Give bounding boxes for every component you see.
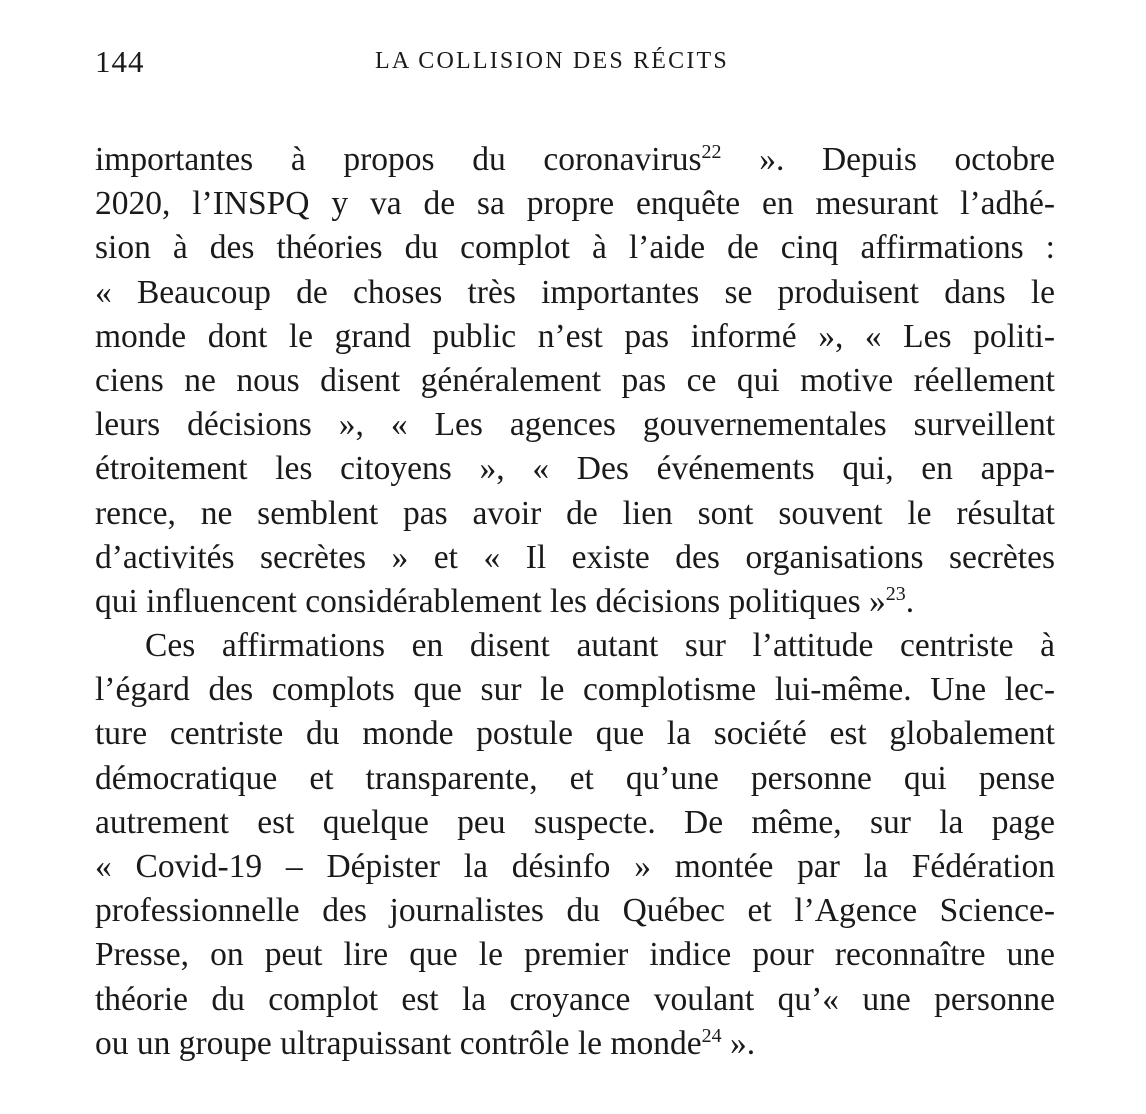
line-text: Ces affirmations en disent autant sur l’attitude centriste à — [145, 627, 1055, 665]
line-text: leurs décisions », « Les agences gouvernementales surveillent — [95, 406, 1055, 444]
line-text: qui influencent considérablement les décisions politiques » — [95, 582, 886, 620]
text-line-content — [95, 403, 1055, 447]
line-text-tail: ». — [721, 1024, 756, 1062]
text-line — [95, 536, 1055, 580]
page-header — [95, 44, 1055, 84]
line-text: étroitement les citoyens », « Des événements qui, en appa- — [95, 450, 1055, 488]
line-text: l’égard des complots que sur le complotisme lui-même. Une lec- — [95, 671, 1055, 709]
text-line-content — [95, 536, 1055, 580]
text-line — [95, 712, 1055, 756]
text-line — [95, 226, 1055, 270]
text-line-content — [95, 712, 1055, 756]
line-text: « Covid-19 – Dépister la désinfo » montée par la Fédération — [95, 848, 1055, 885]
line-text: ciens ne nous disent généralement pas ce qui motive réellement — [95, 361, 1055, 399]
line-text: « Beaucoup de choses très importantes se produisent dans le — [95, 273, 1055, 311]
line-text: Presse, on peut lire que le premier indice pour reconnaître une — [95, 936, 1055, 974]
text-line-content — [95, 138, 1055, 182]
text-line-content — [95, 580, 1055, 624]
text-line-content — [95, 182, 1055, 226]
line-text-tail: ». Depuis octobre — [721, 141, 1056, 178]
text-line — [95, 359, 1055, 403]
text-line-content — [95, 271, 1055, 315]
line-text: théorie du complot est la croyance voulant qu’« une personne — [95, 980, 1055, 1018]
line-text: 2020, l’INSPQ y va de sa propre enquête en mesurant l’adhé- — [95, 185, 1055, 223]
line-text: d’activités secrètes » et « Il existe des organisations secrètes — [95, 538, 1055, 576]
line-text: démocratique et transparente, et qu’une personne qui pense — [95, 759, 1055, 797]
line-text: monde dont le grand public n’est pas informé », « Les politi- — [95, 317, 1055, 355]
line-text: ou un groupe ultrapuissant contrôle le monde — [95, 1024, 702, 1062]
text-line-content — [95, 668, 1055, 712]
text-line — [95, 668, 1055, 712]
text-line — [95, 801, 1055, 845]
text-line — [95, 978, 1055, 1022]
text-line — [95, 271, 1055, 315]
text-line-content — [95, 315, 1055, 359]
paragraph — [95, 624, 1055, 1066]
body-text — [95, 138, 1055, 1066]
text-line-content — [95, 757, 1055, 801]
line-text: rence, ne semblent pas avoir de lien sont souvent le résultat — [95, 494, 1055, 532]
text-line-content — [95, 889, 1055, 933]
text-line — [95, 933, 1055, 977]
text-line — [95, 138, 1055, 182]
text-line — [95, 624, 1055, 668]
text-line — [95, 315, 1055, 359]
line-text: autrement est quelque peu suspecte. De même, sur la page — [95, 803, 1055, 841]
text-line-content — [95, 359, 1055, 403]
text-line — [95, 182, 1055, 226]
line-text: importantes à propos du coronavirus — [95, 141, 702, 178]
text-line-content — [95, 845, 1055, 889]
text-line-content — [95, 801, 1055, 845]
text-line-content — [95, 1022, 1055, 1066]
line-text: professionnelle des journalistes du Québec et l’Agence Science- — [95, 892, 1055, 930]
page-number: 144 — [95, 44, 145, 79]
text-line — [95, 580, 1055, 624]
line-text: sion à des théories du complot à l’aide de cinq affirmations : — [95, 229, 1055, 267]
running-title: LA COLLISION DES RÉCITS — [375, 48, 729, 74]
text-line — [95, 757, 1055, 801]
text-line-content — [95, 978, 1055, 1022]
text-line — [95, 492, 1055, 536]
footnote-marker: 24 — [701, 1024, 722, 1047]
text-line — [95, 1022, 1055, 1066]
footnote-marker: 23 — [885, 582, 906, 605]
text-line — [95, 845, 1055, 889]
paragraph — [95, 138, 1055, 624]
text-line-content — [145, 624, 1055, 668]
text-line-content — [95, 492, 1055, 536]
text-line-content — [95, 933, 1055, 977]
text-line — [95, 889, 1055, 933]
text-line — [95, 447, 1055, 491]
text-line — [95, 403, 1055, 447]
footnote-marker: 22 — [701, 141, 722, 163]
text-line-content — [95, 447, 1055, 491]
line-text: ture centriste du monde postule que la société est globalement — [95, 715, 1055, 753]
text-line-content — [95, 226, 1055, 270]
line-text-tail: . — [905, 582, 915, 620]
